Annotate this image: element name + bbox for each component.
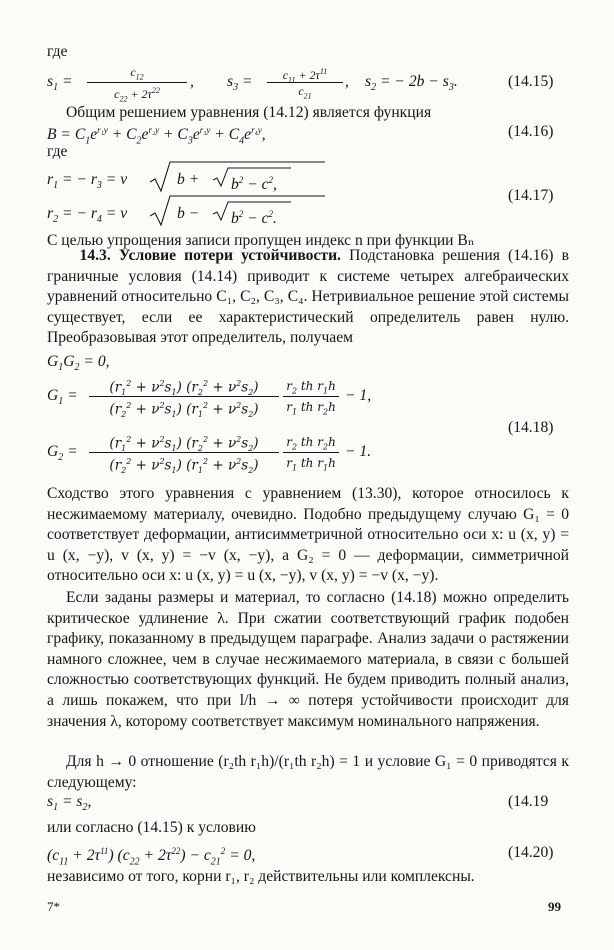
- section-paragraph: Подстановка решения (14.16) в граничные условия (14.14) приводит к системе четырех алгебраических уравнений относительно C₁, C₂, C₃, C₄. Нетривиальное решение этой системы существует, если ее характеристический определитель равен нулю. Преобразовывая этот определитель, получаем: [47, 247, 569, 347]
- word-where-2: где: [47, 143, 68, 160]
- page-number: 99: [548, 899, 561, 914]
- equation-g2: $G_2$ = $(r_1^2 + \nu^2s_1) (r_2^2 + \nu^2s_2)$ $(r_2^2 + \nu^2s_1) (r_1^2 + \nu^2s_2)$ $r_2$ th $r_2h$ $r_1$ th $r_1h$ − 1.: [47, 435, 372, 476]
- equation-number-14-20: (14.20): [508, 844, 554, 861]
- equation-g1: $G_1$ = $(r_1^2 + \nu^2s_1) (r_2^2 + \nu^2s_2)$ $(r_2^2 + \nu^2s_1) (r_1^2 + \nu^2s_2)$ $r_2$ th $r_1h$ $r_1$ th $r_2h$ − 1,: [47, 379, 372, 420]
- equation-number-14-16: (14.16): [508, 123, 554, 140]
- section-heading: 14.3. Условие потери устойчивости.: [79, 247, 341, 264]
- section-14-3: [47, 246, 569, 349]
- similarity-paragraph: Сходство этого уравнения с уравнением (13.30), которое относилось к несжимаемому материалу, очевидно. Подобно предыдущему случаю G₁ = 0 соответствует деформации, антисимметричной относительно оси x: u (x, y) = u (x, −y), v (x, y) = −v (x, −y), а G₂ = 0 — деформации, симметричной относительно оси x: u (x, y) = u (x, −y), v (x, y) = −v (x, −y).: [47, 485, 569, 585]
- footer-signature: 7*: [47, 899, 60, 914]
- equation-14-20: $(c_{11} + 2\tau^{11}) (c_{22} + 2\tau^{22}) - c_{21}^2 = 0$,: [47, 846, 256, 868]
- equation-g1g2: $G_1G_2 = 0$,: [47, 353, 110, 374]
- general-solution-line: Общим решением уравнения (14.12) является функция: [66, 104, 432, 121]
- given-paragraph: Если заданы размеры и материал, то согласно (14.18) можно определить критическое удлинение λ. При сжатии соответствующий график подобен графику, показанному в предыдущем параграфе. Анализ задачи о растяжении намного сложнее, чем в случае несжимаемого материала, в связи с большей сложностью соответствующих функций. Не будем приводить полный анализ, а лишь покажем, что при l/h → ∞ потеря устойчивости происходит для значения λ, которому соответствует максимум номинального напряжения.: [47, 589, 569, 730]
- equation-14-17a: $r_1$ = − $r_3 = \nu$ b + $b^2 - c^2$,: [47, 160, 327, 194]
- equation-14-19: $s_1 = s_2$,: [47, 793, 92, 814]
- equation-14-15: $s_1$ = $c_{12}$ $c_{22} + 2\tau^{22}$ , $s_3$ = $c_{11} + 2\tau^{11}$ $c_{21}$ , $s_2$ = − $2b - s_3$.: [47, 65, 458, 104]
- limit-paragraph: Для h → 0 отношение (r₂th r₁h)/(r₁th r₂h) = 1 и условие G₁ = 0 приводятся к следующему:: [47, 753, 569, 791]
- or-line: или согласно (14.15) к условию: [47, 819, 256, 836]
- equation-number-14-18: (14.18): [508, 419, 554, 436]
- equation-14-17b: $r_2$ = − $r_4 = \nu$ b − $b^2 - c^2$.: [47, 194, 327, 228]
- equation-number-14-17: (14.17): [508, 187, 554, 204]
- equation-14-16: $B = C_1e^{r_1y} + C_2e^{r_2y} + C_3e^{r_3y} + C_4e^{r_4y}$,: [47, 125, 266, 147]
- index-note: С целью упрощения записи пропущен индекс n при функции Bₙ: [47, 232, 475, 249]
- equation-number-14-15: (14.15): [508, 73, 554, 90]
- roots-line: независимо от того, корни r₁, r₂ действительны или комплексны.: [47, 868, 475, 885]
- word-where-1: где: [47, 43, 68, 60]
- equation-number-14-19: (14.19: [508, 793, 549, 810]
